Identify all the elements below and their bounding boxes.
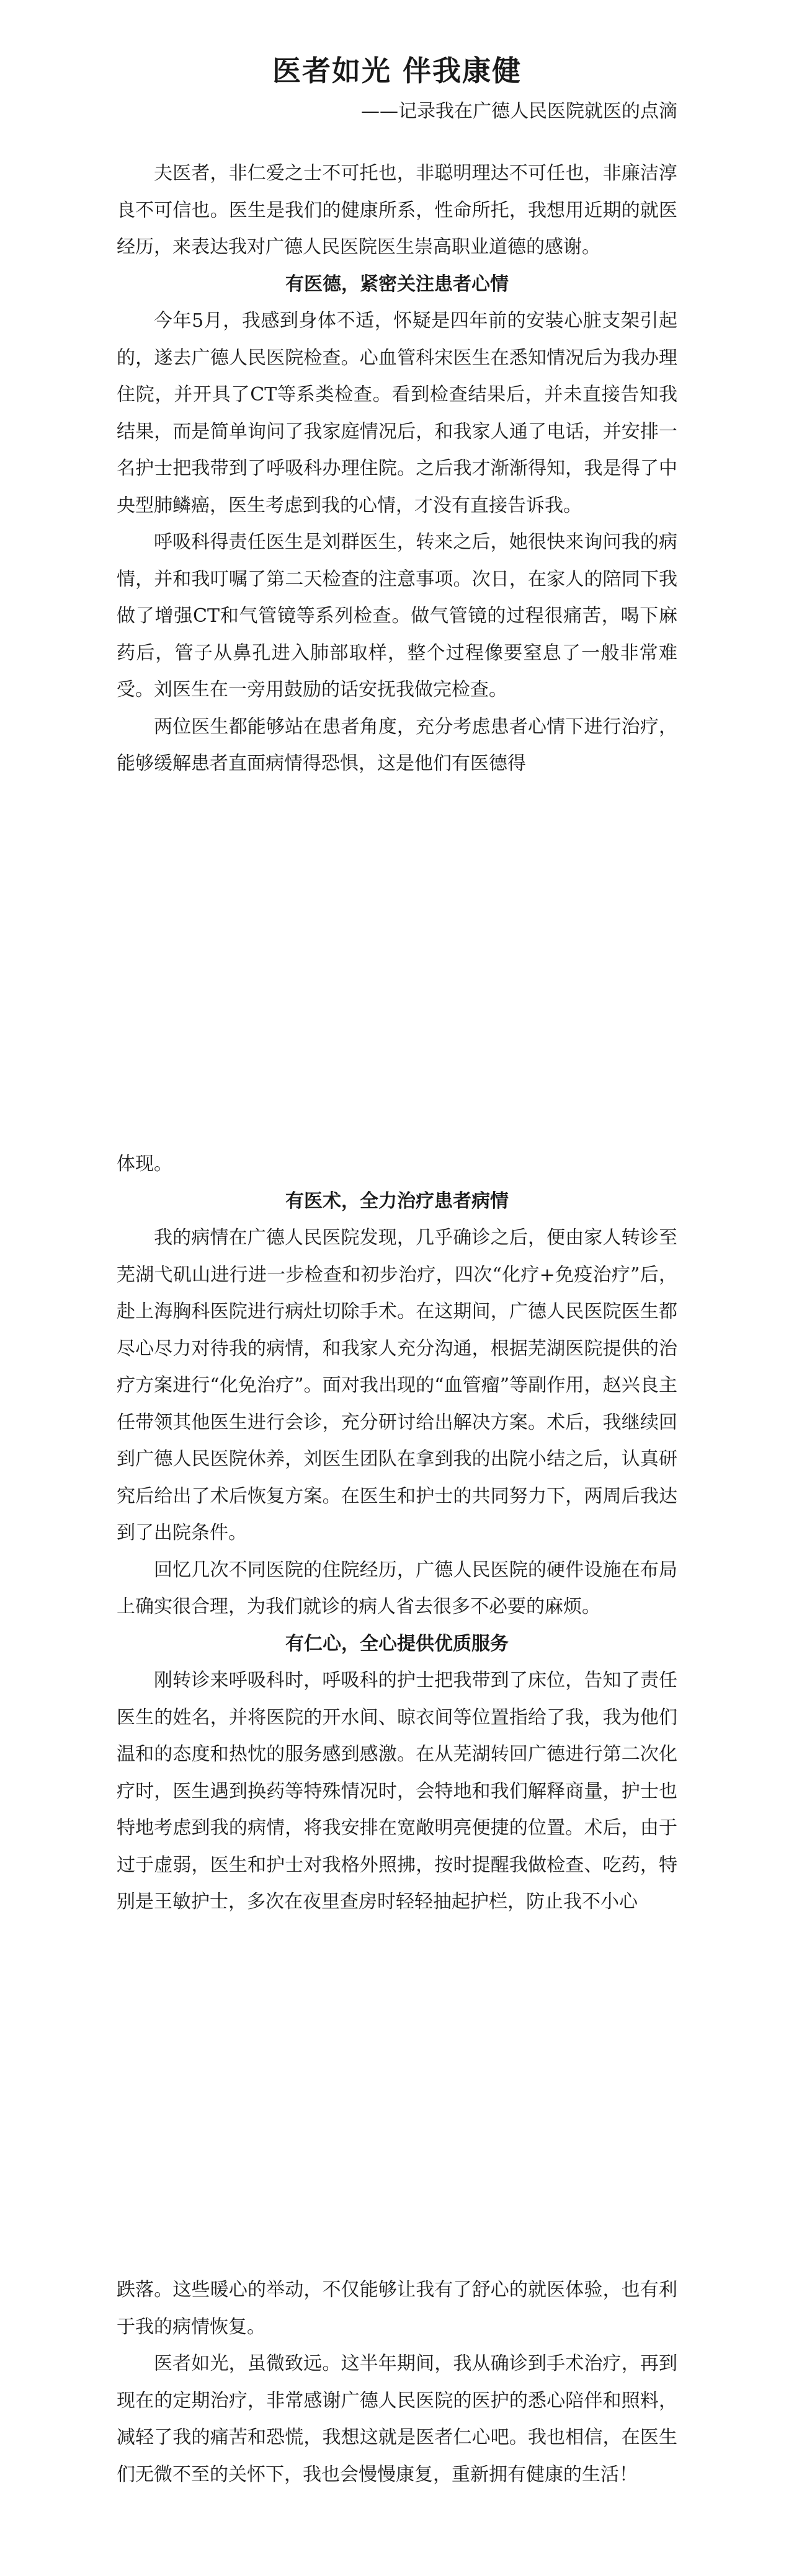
section2-paragraph-1: 我的病情在广德人民医院发现，几乎确诊之后，便由家人转诊至芜湖弋矶山进行进一步检查和初步治疗，四次“化疗+免疫治疗”后，赴上海胸科医院进行病灶切除手术。在这期间，广德人民医院医生都尽心尽力对待我的病情，和我家人充分沟通，根据芜湖医院提供的治疗方案进行“化免治疗”。面对我出现的“血管瘤”等副作用，赵兴良主任带领其他医生进行会诊，充分研讨给出解决方案。术后，我继续回到广德人民医院休养，刘医生团队在拿到我的出院小结之后，认真研究后给出了术后恢复方案。在医生和护士的共同努力下，两周后我达到了出院条件。 (117, 1227, 677, 1544)
section3-paragraph-2: 医者如光，虽微致远。这半年期间，我从确诊到手术治疗，再到现在的定期治疗，非常感谢广德人民医院的医护的悉心陪伴和照料，减轻了我的痛苦和恐慌，我想这就是医者仁心吧。我也相信，在医生们无微不至的关怀下，我也会慢慢康复，重新拥有健康的生活！ (117, 2353, 677, 2485)
section-heading-ethics: 有医德，紧密关注患者心情 (285, 273, 509, 295)
section-heading-skill: 有医术，全力治疗患者病情 (285, 1190, 509, 1212)
section1-paragraph-3: 两位医生都能够站在患者角度，充分考虑患者心情下进行治疗，能够缓解患者直面病情得恐惧，这是他们有医德得 (117, 715, 677, 774)
intro-paragraph: 夫医者，非仁爱之士不可托也，非聪明理达不可任也，非廉洁淳良不可信也。医生是我们的健康所系，性命所托，我想用近期的就医经历，来表达我对广德人民医院医生崇高职业道德的感谢。 (117, 162, 677, 258)
text-block-2 (117, 1146, 677, 1921)
section1-paragraph-1: 今年5月，我感到身体不适，怀疑是四年前的安装心脏支架引起的，遂去广德人民医院检查。心血管科宋医生在悉知情况后为我办理住院，并开具了CT等系类检查。看到检查结果后，并未直接告知我结果，而是简单询问了我家庭情况后，和我家人通了电话，并安排一名护士把我带到了呼吸科办理住院。之后我才渐渐得知，我是得了中央型肺鳞癌，医生考虑到我的心情，才没有直接告诉我。 (117, 310, 677, 516)
section2-paragraph-2: 回忆几次不同医院的住院经历，广德人民医院的硬件设施在布局上确实很合理，为我们就诊的病人省去很多不必要的麻烦。 (117, 1559, 677, 1618)
section3-paragraph-1-continued: 跌落。这些暖心的举动，不仅能够让我有了舒心的就医体验，也有利于我的病情恢复。 (117, 2279, 677, 2338)
section1-paragraph-3-continued: 体现。 (117, 1153, 172, 1175)
text-block-3 (117, 2272, 677, 2493)
section-heading-kindness: 有仁心，全心提供优质服务 (285, 1632, 509, 1655)
article-title: 医者如光 伴我康健 (272, 54, 522, 87)
text-block-1 (117, 155, 677, 782)
section3-paragraph-1: 刚转诊来呼吸科时，呼吸科的护士把我带到了床位，告知了责任医生的姓名，并将医院的开水间、晾衣间等位置指给了我，我为他们温和的态度和热忱的服务感到感激。在从芜湖转回广德进行第二次化疗时，医生遇到换药等特殊情况时，会特地和我们解释商量，护士也特地考虑到我的病情，将我安排在宽敞明亮便捷的位置。术后，由于过于虚弱，医生和护士对我格外照拂，按时提醒我做检查、吃药，特别是王敏护士，多次在夜里查房时轻轻抽起护栏，防止我不小心 (117, 1670, 677, 1913)
section1-paragraph-2: 呼吸科得责任医生是刘群医生，转来之后，她很快来询问我的病情，并和我叮嘱了第二天检查的注意事项。次日，在家人的陪同下我做了增强CT和气管镜等系列检查。做气管镜的过程很痛苦，喝下麻药后，管子从鼻孔进入肺部取样，整个过程像要窒息了一般非常难受。刘医生在一旁用鼓励的话安抚我做完检查。 (117, 531, 677, 701)
article-subtitle: ——记录我在广德人民医院就医的点滴 (361, 100, 677, 122)
